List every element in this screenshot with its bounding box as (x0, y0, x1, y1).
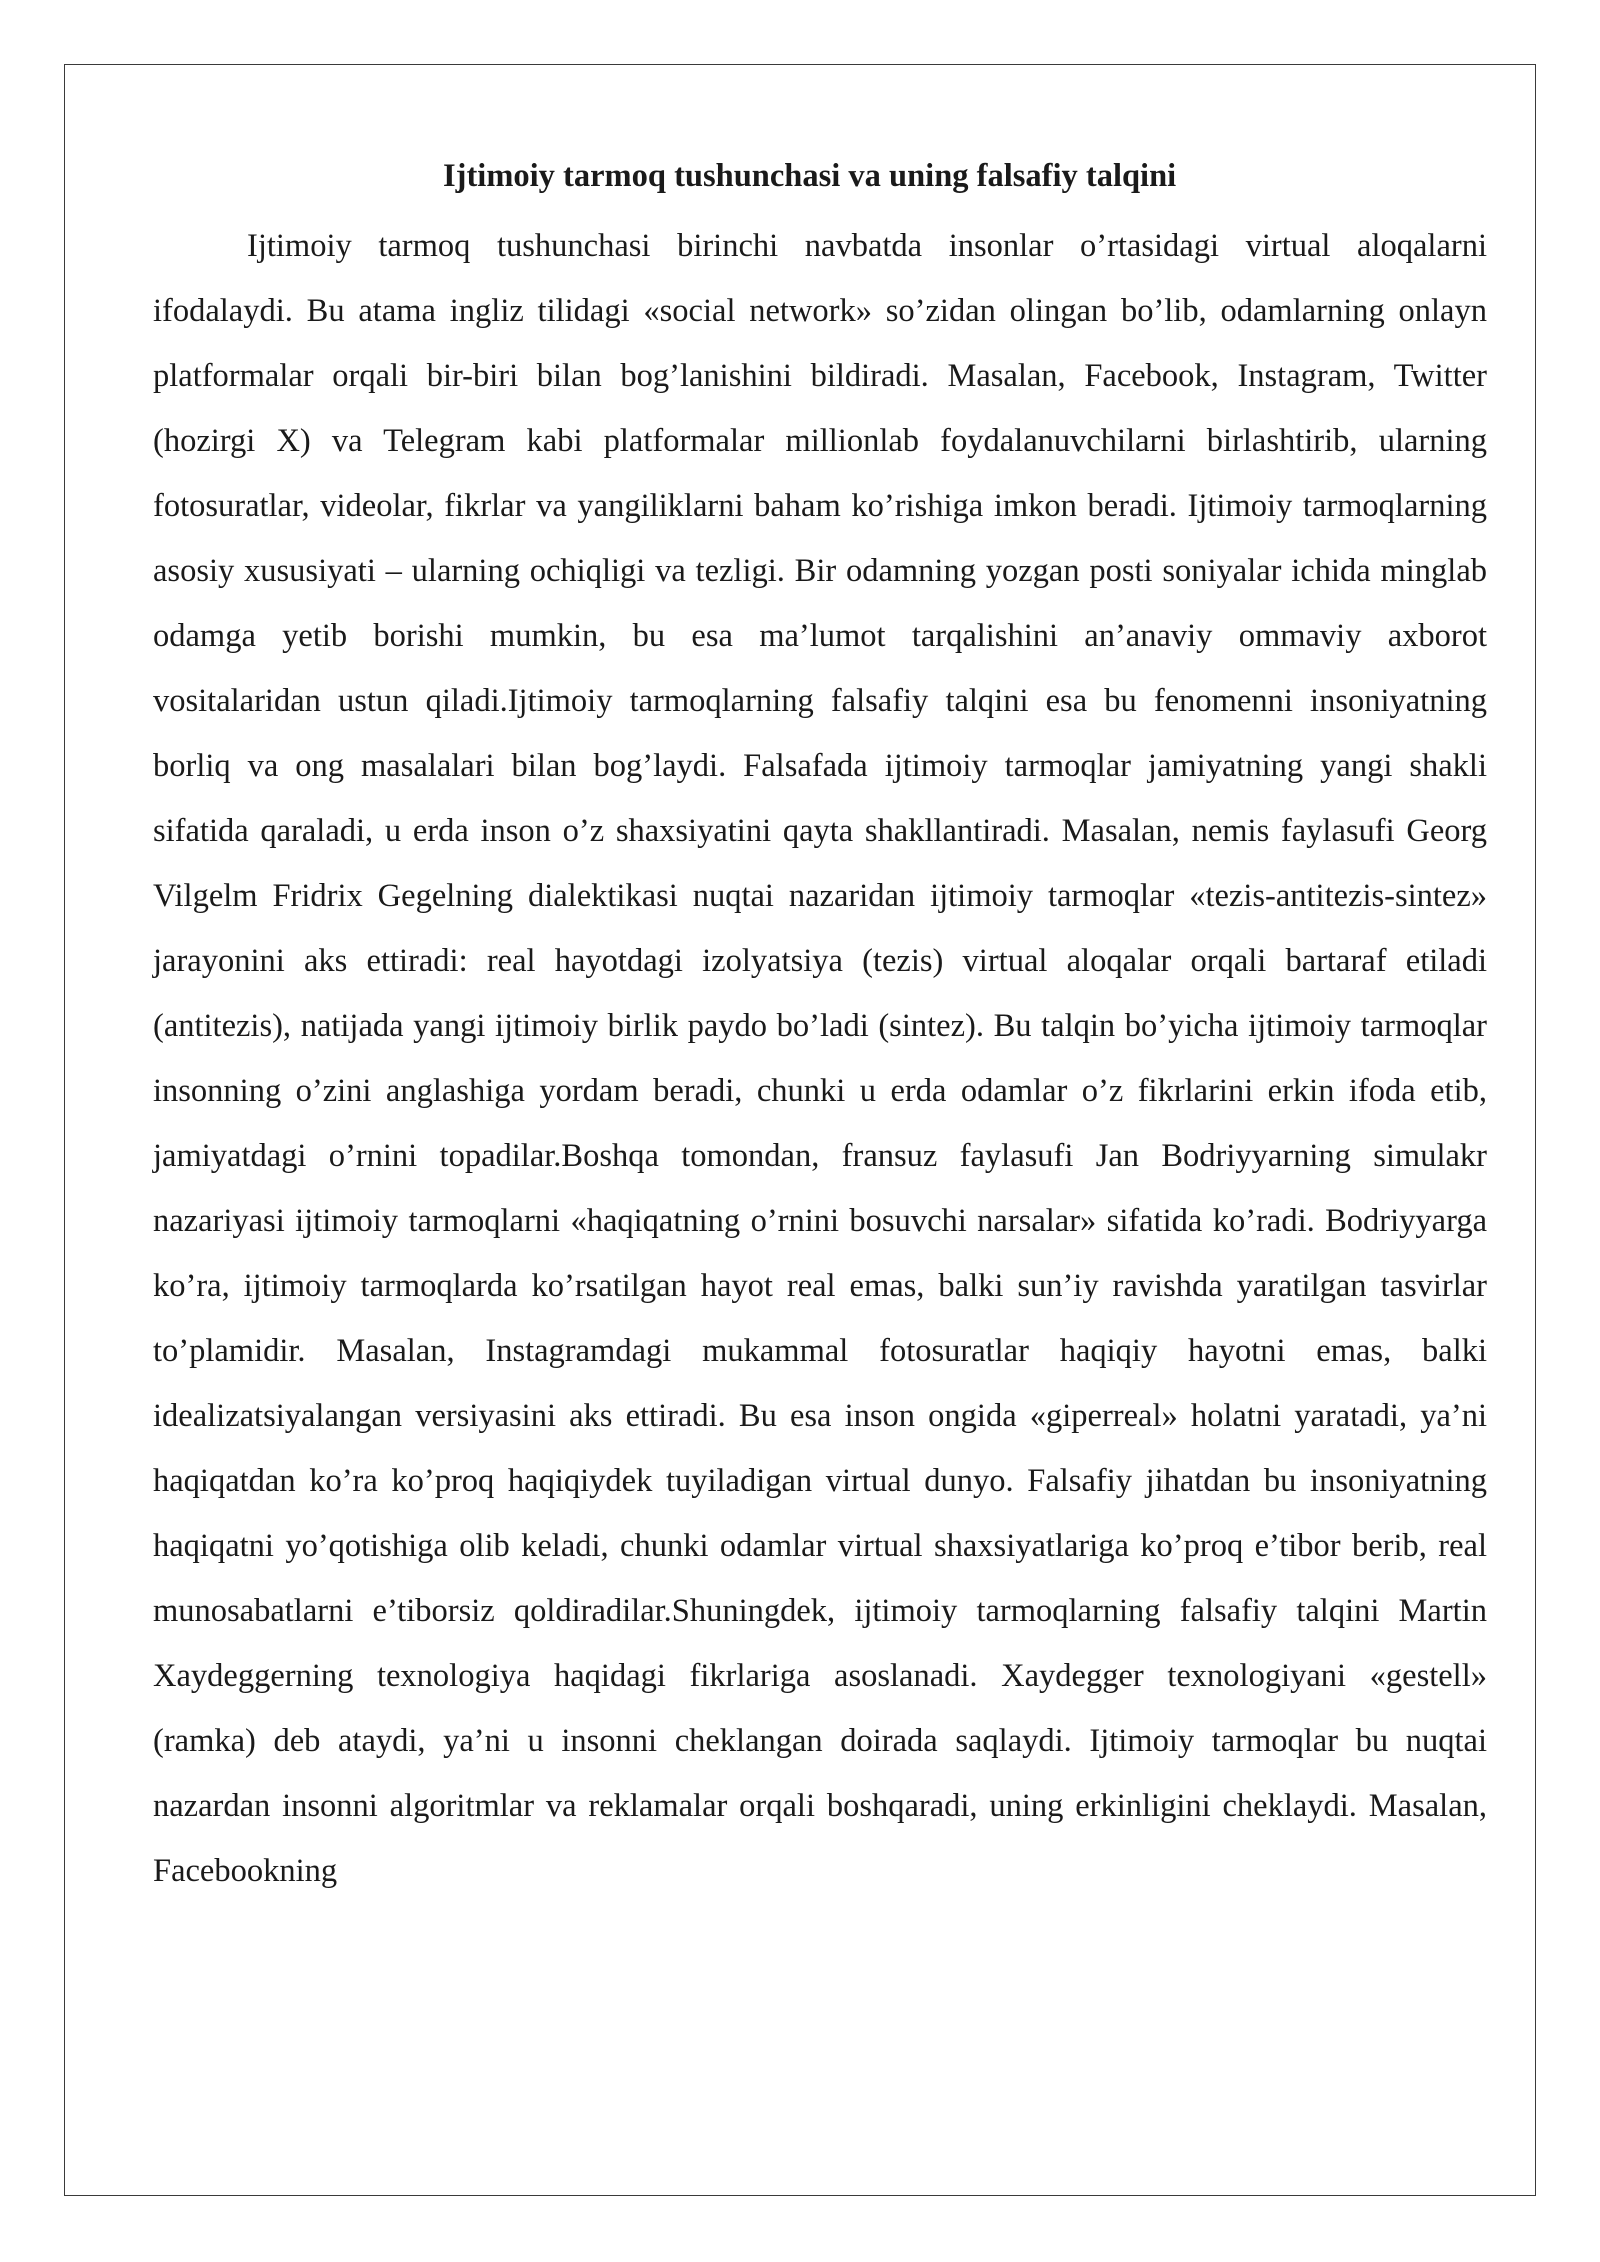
document-title: Ijtimoiy tarmoq tushunchasi va uning falsafiy talqini (443, 158, 1177, 194)
document-body-paragraph: Ijtimoiy tarmoq tushunchasi birinchi navbatda insonlar o’rtasidagi virtual aloqalarni ifodalaydi. Bu atama ingliz tilidagi «social network» so’zidan olingan bo’lib, odamlarning onlayn platformalar orqali bir-biri bilan bog’lanishini bildiradi. Masalan, Facebook, Instagram, Twitter (hozirgi X) va Telegram kabi platformalar millionlab foydalanuvchilarni birlashtirib, ularning fotosuratlar, videolar, fikrlar va yangiliklarni baham ko’rishiga imkon beradi. Ijtimoiy tarmoqlarning asosiy xususiyati – ularning ochiqligi va tezligi. Bir odamning yozgan posti soniyalar ichida minglab odamga yetib borishi mumkin, bu esa ma’lumot tarqalishini an’anaviy ommaviy axborot vositalaridan ustun qiladi.Ijtimoiy tarmoqlarning falsafiy talqini esa bu fenomenni insoniyatning borliq va ong masalalari bilan bog’laydi. Falsafada ijtimoiy tarmoqlar jamiyatning yangi shakli sifatida qaraladi, u erda inson o’z shaxsiyatini qayta shakllantiradi. Masalan, nemis faylasufi Georg Vilgelm Fridrix Gegelning dialektikasi nuqtai nazaridan ijtimoiy tarmoqlar «tezis-antitezis-sintez» jarayonini aks ettiradi: real hayotdagi izolyatsiya (tezis) virtual aloqalar orqali bartaraf etiladi (antitezis), natijada yangi ijtimoiy birlik paydo bo’ladi (sintez). Bu talqin bo’yicha ijtimoiy tarmoqlar insonning o’zini anglashiga yordam beradi, chunki u erda odamlar o’z fikrlarini erkin ifoda etib, jamiyatdagi o’rnini topadilar.Boshqa tomondan, fransuz faylasufi Jan Bodriyyarning simulakr nazariyasi ijtimoiy tarmoqlarni «haqiqatning o’rnini bosuvchi narsalar» sifatida ko’radi. Bodriyyarga ko’ra, ijtimoiy tarmoqlarda ko’rsatilgan hayot real emas, balki sun’iy ravishda yaratilgan tasvirlar to’plamidir. Masalan, Instagramdagi mukammal fotosuratlar haqiqiy hayotni emas, balki idealizatsiyalangan versiyasini aks ettiradi. Bu esa inson ongida «giperreal» holatni yaratadi, ya’ni haqiqatdan ko’ra ko’proq haqiqiydek tuyiladigan virtual dunyo. Falsafiy jihatdan bu insoniyatning haqiqatni yo’qotishiga olib keladi, chunki odamlar virtual shaxsiyatlariga ko’proq e’tibor berib, real munosabatlarni e’tiborsiz qoldiradilar.Shuningdek, ijtimoiy tarmoqlarning falsafiy talqini Martin Xaydeggerning texnologiya haqidagi fikrlariga asoslanadi. Xaydegger texnologiyani «gestell» (ramka) deb ataydi, ya’ni u insonni cheklangan doirada saqlaydi. Ijtimoiy tarmoqlar bu nuqtai nazardan insonni algoritmlar va reklamalar orqali boshqaradi, uning erkinligini cheklaydi. Masalan, Facebookning (153, 228, 1487, 1889)
document-content (153, 150, 1487, 1904)
